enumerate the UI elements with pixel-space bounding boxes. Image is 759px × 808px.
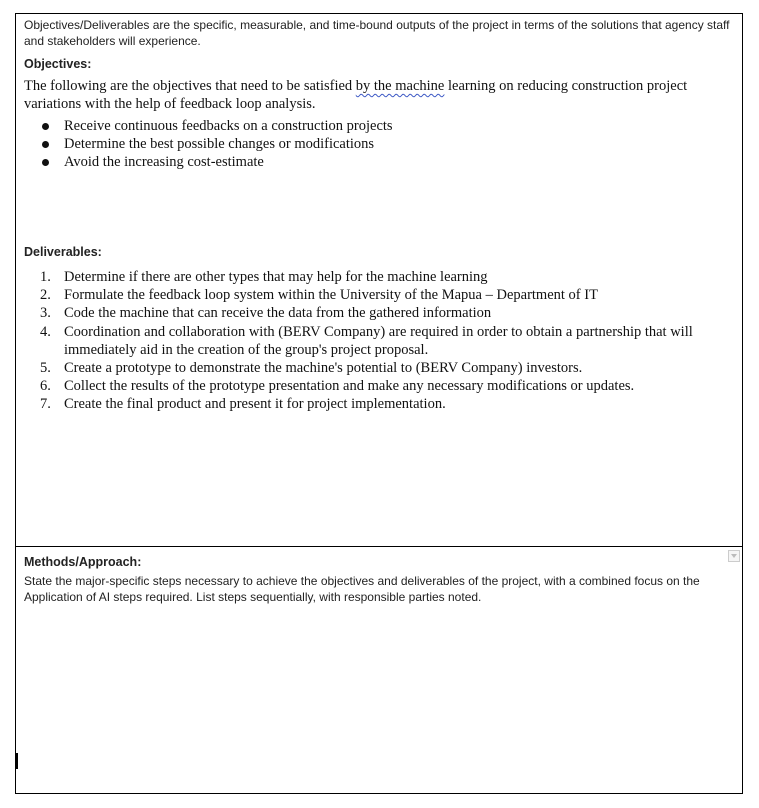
item-number: 5. [40, 360, 51, 377]
deliverable-text: Code the machine that can receive the data from the gathered information [64, 305, 492, 322]
item-number: 3. [40, 305, 51, 322]
intro-text: Objectives/Deliverables are the specific, measurable, and time-bound outputs of the project in terms of the solutions that agency staff and stakeholders will experience. [24, 18, 730, 48]
deliverable-text: Formulate the feedback loop system within the University of the Mapua – Department of IT [64, 287, 598, 304]
list-item [40, 117, 730, 135]
item-number: 1. [40, 269, 51, 285]
list-item [40, 286, 745, 304]
methods-approach-cell[interactable] [16, 547, 742, 793]
list-item [40, 323, 745, 359]
dropdown-arrow-icon[interactable] [728, 550, 740, 562]
deliverables-list [40, 268, 745, 414]
text-cursor [16, 753, 18, 769]
item-number: 7. [40, 396, 51, 413]
bullet-icon [42, 123, 49, 130]
deliverable-text: Coordination and collaboration with (BERV Company) are required in order to obtain a partnership that will immediately aid in the creation of the group's project proposal. [64, 323, 693, 358]
objective-text: Receive continuous feedbacks on a construction projects [64, 118, 393, 134]
deliverable-text: Create the final product and present it for project implementation. [64, 396, 446, 413]
objectives-heading: Objectives: [24, 57, 92, 71]
list-item [40, 304, 745, 322]
objective-text: Avoid the increasing cost-estimate [64, 154, 264, 171]
item-number: 6. [40, 378, 51, 395]
document-table [15, 13, 743, 794]
deliverable-text: Create a prototype to demonstrate the machine's potential to (BERV Company) investors. [64, 360, 583, 377]
objectives-deliverables-cell[interactable] [16, 14, 742, 547]
item-number: 2. [40, 287, 51, 304]
list-item [40, 135, 730, 153]
objective-text: Determine the best possible changes or modifications [64, 136, 375, 153]
methods-description: State the major-specific steps necessary to achieve the objectives and deliverables of the project, with a combined focus on the Application of AI steps required. List steps sequentially, with responsible parties noted. [24, 574, 700, 604]
item-number: 4. [40, 323, 51, 340]
deliverable-text: Collect the results of the prototype presentation and make any necessary modifications or updates. [64, 378, 635, 395]
list-item [40, 153, 730, 171]
methods-heading: Methods/Approach: [24, 555, 142, 569]
list-item [40, 395, 745, 413]
deliverables-heading: Deliverables: [24, 245, 102, 259]
objectives-paragraph [24, 77, 738, 113]
deliverable-text: Determine if there are other types that may help for the machine learning [64, 269, 488, 285]
list-item [40, 268, 745, 286]
grammar-flagged-text[interactable]: by the machine [355, 78, 445, 94]
bullet-icon [42, 141, 49, 148]
bullet-icon [42, 159, 49, 166]
objectives-paragraph-end: learning on reducing construction project variations with the help of feedback loop analysis. [24, 78, 688, 112]
list-item [40, 377, 745, 395]
objectives-paragraph-start: The following are the objectives that need to be satisfied [24, 78, 356, 94]
objectives-list [40, 117, 730, 172]
list-item [40, 359, 745, 377]
